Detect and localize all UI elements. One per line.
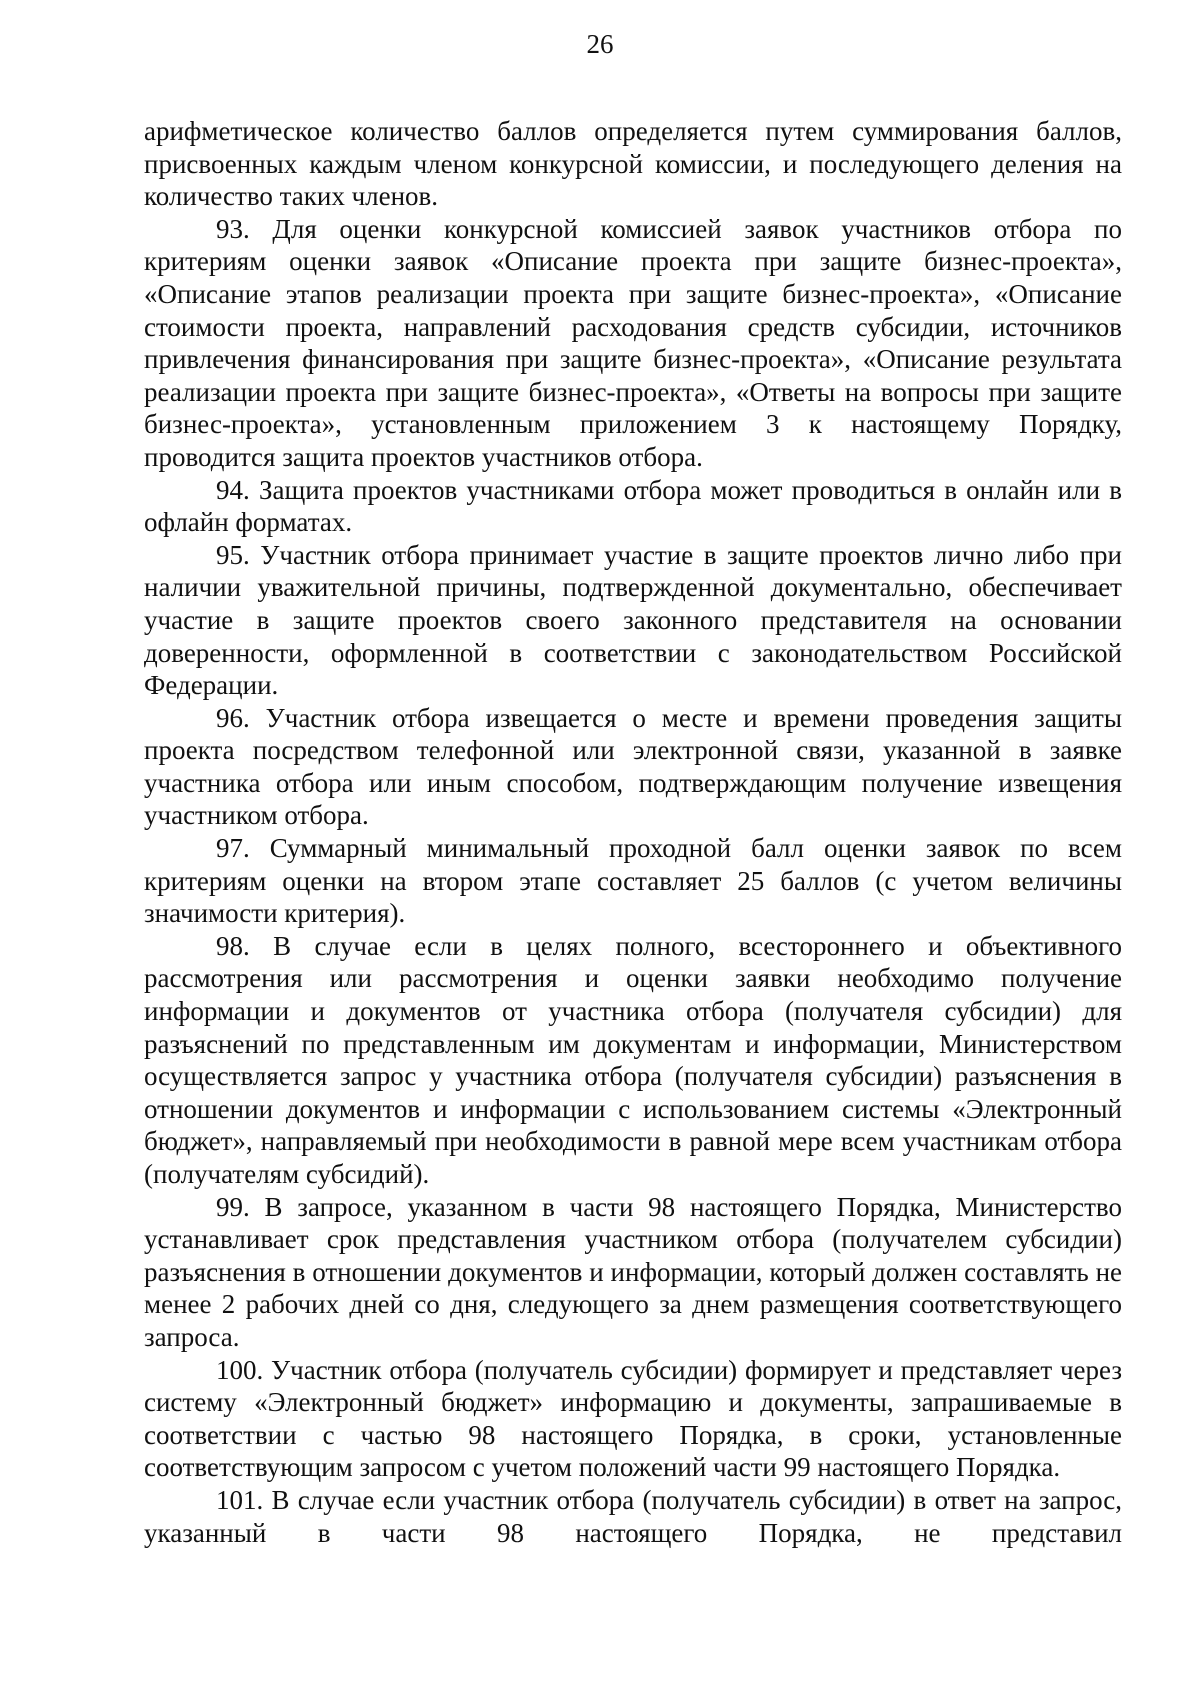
paragraph-98: 98. В случае если в целях полного, всестороннего и объективного рассмотрения или рассмотрения и оценки заявки необходимо получение информации и документов от участника отбора (получателя субсидии) для разъяснений по представленным им документам и информации, Министерством осуществляется запрос у участника отбора (получателя субсидии) разъяснения в отношении документов и информации с использованием системы «Электронный бюджет», направляемый при необходимости в равной мере всем участникам отбора (получателям субсидий). (144, 930, 1122, 1189)
paragraph-96: 96. Участник отбора извещается о месте и времени проведения защиты проекта посредством телефонной или электронной связи, указанной в заявке участника отбора или иным способом, подтверждающим получение извещения участником отбора. (144, 702, 1122, 831)
paragraph-94: 94. Защита проектов участниками отбора может проводиться в онлайн или в офлайн форматах. (144, 474, 1122, 538)
page-number: 26 (586, 29, 614, 59)
paragraph-continuation: арифметическое количество баллов определяется путем суммирования баллов, присвоенных каждым членом конкурсной комиссии, и последующего деления на количество таких членов. (144, 116, 1122, 212)
paragraph-101: 101. В случае если участник отбора (получатель субсидии) в ответ на запрос, указанный в части 98 настоящего Порядка, не представил (144, 1484, 1122, 1548)
paragraph-99: 99. В запросе, указанном в части 98 настоящего Порядка, Министерство устанавливает срок представления участником отбора (получателем субсидии) разъяснения в отношении документов и информации, который должен составлять не менее 2 рабочих дней со дня, следующего за днем размещения соответствующего запроса. (144, 1191, 1122, 1352)
paragraph-93: 93. Для оценки конкурсной комиссией заявок участников отбора по критериям оценки заявок «Описание проекта при защите бизнес-проекта», «Описание этапов реализации проекта при защите бизнес-проекта», «Описание стоимости проекта, направлений расходования средств субсидии, источников привлечения финансирования при защите бизнес-проекта», «Описание результата реализации проекта при защите бизнес-проекта», «Ответы на вопросы при защите бизнес-проекта», установленным приложением 3 к настоящему Порядку, проводится защита проектов участников отбора. (144, 213, 1122, 472)
paragraph-95: 95. Участник отбора принимает участие в защите проектов лично либо при наличии уважительной причины, подтвержденной документально, обеспечивает участие в защите проектов своего законного представителя на основании доверенности, оформленной в соответствии с законодательством Российской Федерации. (144, 539, 1122, 701)
paragraph-100: 100. Участник отбора (получатель субсидии) формирует и представляет через систему «Электронный бюджет» информацию и документы, запрашиваемые в соответствии с частью 98 настоящего Порядка, в сроки, установленные соответствующим запросом с учетом положений части 99 настоящего Порядка. (144, 1354, 1122, 1483)
paragraph-97: 97. Суммарный минимальный проходной балл оценки заявок по всем критериям оценки на втором этапе составляет 25 баллов (с учетом величины значимости критерия). (144, 833, 1122, 929)
document-body (144, 115, 1122, 1549)
